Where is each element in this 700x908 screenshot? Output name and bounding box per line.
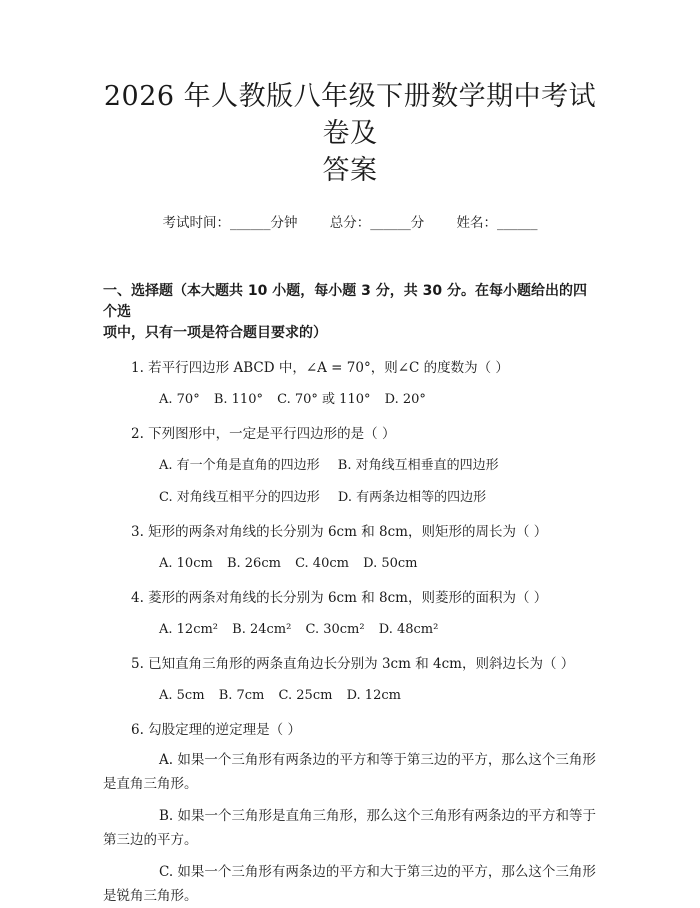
option-c: C. 对角线互相平分的四边形	[159, 490, 320, 505]
option-c: C. 25cm	[278, 688, 333, 703]
question-3-stem: 3. 矩形的两条对角线的长分别为 6cm 和 8cm，则矩形的周长为（ ）	[131, 524, 548, 540]
option-a: A. 10cm	[159, 556, 213, 571]
option-d: D. 20°	[384, 392, 426, 407]
option-a-paragraph: A. 如果一个三角形有两条边的平方和等于第三边的平方，那么这个三角形是直角三角形。	[103, 752, 596, 792]
question-1-stem: 1. 若平行四边形 ABCD 中，∠A = 70°，则∠C 的度数为（ ）	[131, 360, 509, 376]
option-c: C. 30cm²	[305, 622, 365, 637]
option-b: B. 24cm²	[232, 622, 292, 637]
question-2-options-row-2	[159, 488, 597, 508]
section-heading-choice	[103, 281, 597, 344]
question-1-options	[159, 390, 597, 410]
question-5-stem: 5. 已知直角三角形的两条直角边长分别为 3cm 和 4cm，则斜边长为（ ）	[131, 656, 575, 672]
option-b: B. 110°	[213, 392, 263, 407]
option-b-paragraph: B. 如果一个三角形是直角三角形，那么这个三角形有两条边的平方和等于第三边的平方。	[103, 808, 597, 848]
option-c-paragraph: C. 如果一个三角形有两条边的平方和大于第三边的平方，那么这个三角形是锐角三角形。	[103, 864, 596, 904]
student-name-field: 姓名：______	[456, 215, 538, 231]
option-a: A. 70°	[159, 392, 200, 407]
option-d: D. 50cm	[363, 556, 418, 571]
option-a: A. 12cm²	[159, 622, 219, 637]
question-list	[131, 358, 597, 740]
option-b: B. 7cm	[218, 688, 265, 703]
question-2-stem: 2. 下列图形中，一定是平行四边形的是（ ）	[131, 426, 396, 442]
option-d: D. 12cm	[346, 688, 401, 703]
question-5-options	[159, 686, 597, 706]
option-b: B. 26cm	[226, 556, 281, 571]
question-3-options	[159, 554, 597, 574]
option-d: D. 48cm²	[378, 622, 439, 637]
option-a: A. 有一个角是直角的四边形	[159, 458, 320, 473]
question-4-stem: 4. 菱形的两条对角线的长分别为 6cm 和 8cm，则菱形的面积为（ ）	[131, 590, 548, 606]
question-6-options	[103, 748, 597, 908]
exam-time-field: 考试时间：______分钟	[162, 215, 298, 231]
exam-title	[103, 0, 597, 189]
exam-info-line	[103, 213, 597, 233]
option-a: A. 5cm	[159, 688, 205, 703]
question-2-options-row-1	[159, 456, 597, 476]
question-4-options	[159, 620, 597, 640]
option-c: C. 70° 或 110°	[277, 392, 371, 407]
option-b: B. 对角线互相垂直的四边形	[337, 458, 499, 473]
section-heading-line-2: 项中，只有一项是符合题目要求的）	[103, 325, 327, 341]
title-line-2: 答案	[322, 155, 378, 186]
option-d: D. 有两条边相等的四边形	[337, 490, 487, 505]
section-heading-line-1: 一、选择题（本大题共 10 小题，每小题 3 分，共 30 分。在每小题给出的四个选	[103, 283, 587, 320]
option-c: C. 40cm	[295, 556, 349, 571]
title-line-1: 2026 年人教版八年级下册数学期中考试卷及	[103, 81, 597, 149]
total-score-field: 总分：______分	[329, 215, 425, 231]
question-6-stem: 6. 勾股定理的逆定理是（ ）	[131, 722, 301, 738]
